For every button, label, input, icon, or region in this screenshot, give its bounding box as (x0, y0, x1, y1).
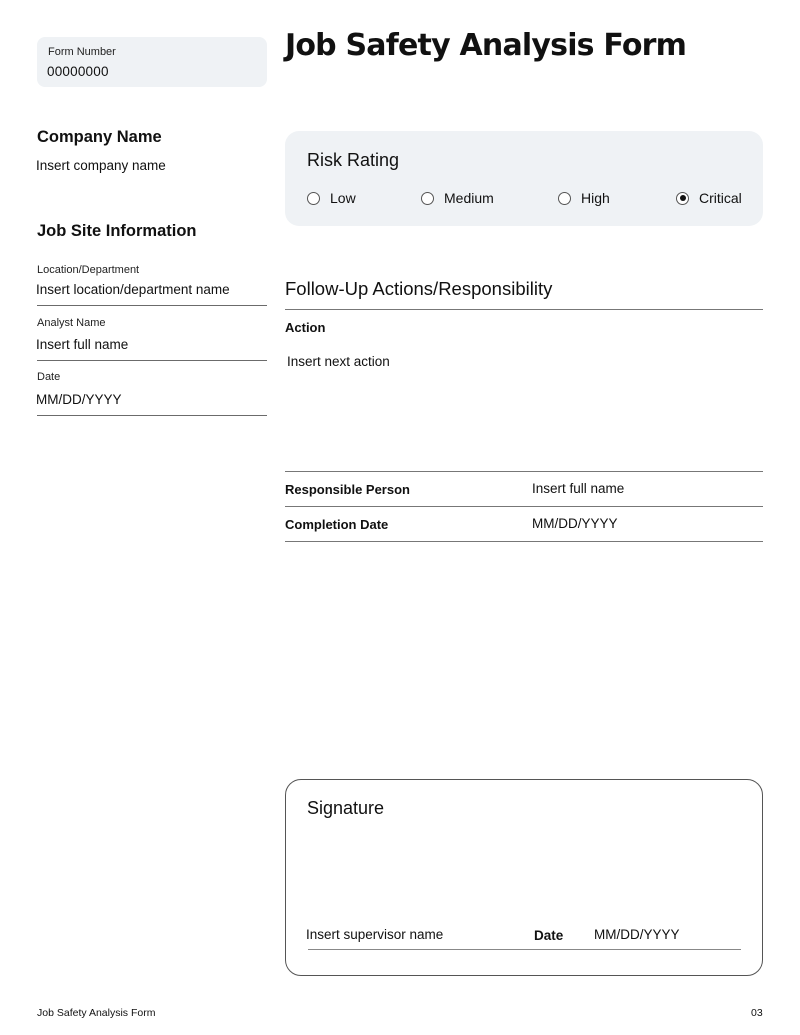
responsible-person-label: Responsible Person (285, 482, 410, 497)
risk-option-label: Medium (444, 190, 494, 206)
analyst-field (37, 316, 267, 361)
action-label: Action (285, 320, 326, 335)
company-name-input[interactable]: Insert company name (36, 158, 166, 173)
location-input[interactable]: Insert location/department name (36, 282, 230, 297)
signature-date-input[interactable]: MM/DD/YYYY (594, 927, 680, 942)
follow-up-title: Follow-Up Actions/Responsibility (285, 278, 553, 299)
radio-checked-icon[interactable] (676, 192, 689, 205)
divider (285, 506, 763, 507)
risk-option-label: Critical (699, 190, 742, 206)
analyst-label: Analyst Name (37, 317, 106, 329)
company-name-heading: Company Name (37, 128, 162, 146)
radio-unchecked-icon[interactable] (307, 192, 320, 205)
signature-panel (285, 779, 763, 976)
job-site-heading: Job Site Information (37, 222, 197, 240)
form-number-panel (37, 37, 267, 87)
form-number-label: Form Number (48, 46, 116, 58)
risk-option-high[interactable] (558, 190, 610, 206)
location-field (37, 263, 267, 306)
completion-date-label: Completion Date (285, 517, 389, 532)
location-label: Location/Department (37, 264, 140, 276)
risk-rating-title: Risk Rating (307, 150, 400, 170)
form-number-input[interactable]: 00000000 (47, 64, 109, 79)
risk-option-label: High (581, 190, 610, 206)
analyst-input[interactable]: Insert full name (36, 337, 129, 352)
date-field (37, 370, 267, 416)
radio-unchecked-icon[interactable] (421, 192, 434, 205)
footer-title: Job Safety Analysis Form (37, 1007, 156, 1019)
supervisor-name-input[interactable]: Insert supervisor name (306, 927, 444, 942)
risk-option-low[interactable] (307, 190, 356, 206)
divider (285, 471, 763, 472)
action-input[interactable]: Insert next action (287, 354, 390, 369)
divider (285, 541, 763, 542)
risk-option-critical[interactable] (676, 190, 742, 206)
completion-date-input[interactable]: MM/DD/YYYY (532, 516, 618, 531)
signature-date-label: Date (534, 928, 564, 943)
page-number: 03 (751, 1007, 763, 1019)
radio-unchecked-icon[interactable] (558, 192, 571, 205)
risk-option-medium[interactable] (421, 190, 494, 206)
date-label: Date (37, 371, 61, 383)
signature-title: Signature (307, 798, 385, 818)
responsible-person-input[interactable]: Insert full name (532, 481, 625, 496)
signature-line (308, 949, 741, 950)
divider (285, 309, 763, 310)
date-input[interactable]: MM/DD/YYYY (36, 392, 122, 407)
risk-rating-panel (285, 131, 763, 226)
page-title: Job Safety Analysis Form (285, 28, 687, 63)
risk-option-label: Low (330, 190, 356, 206)
